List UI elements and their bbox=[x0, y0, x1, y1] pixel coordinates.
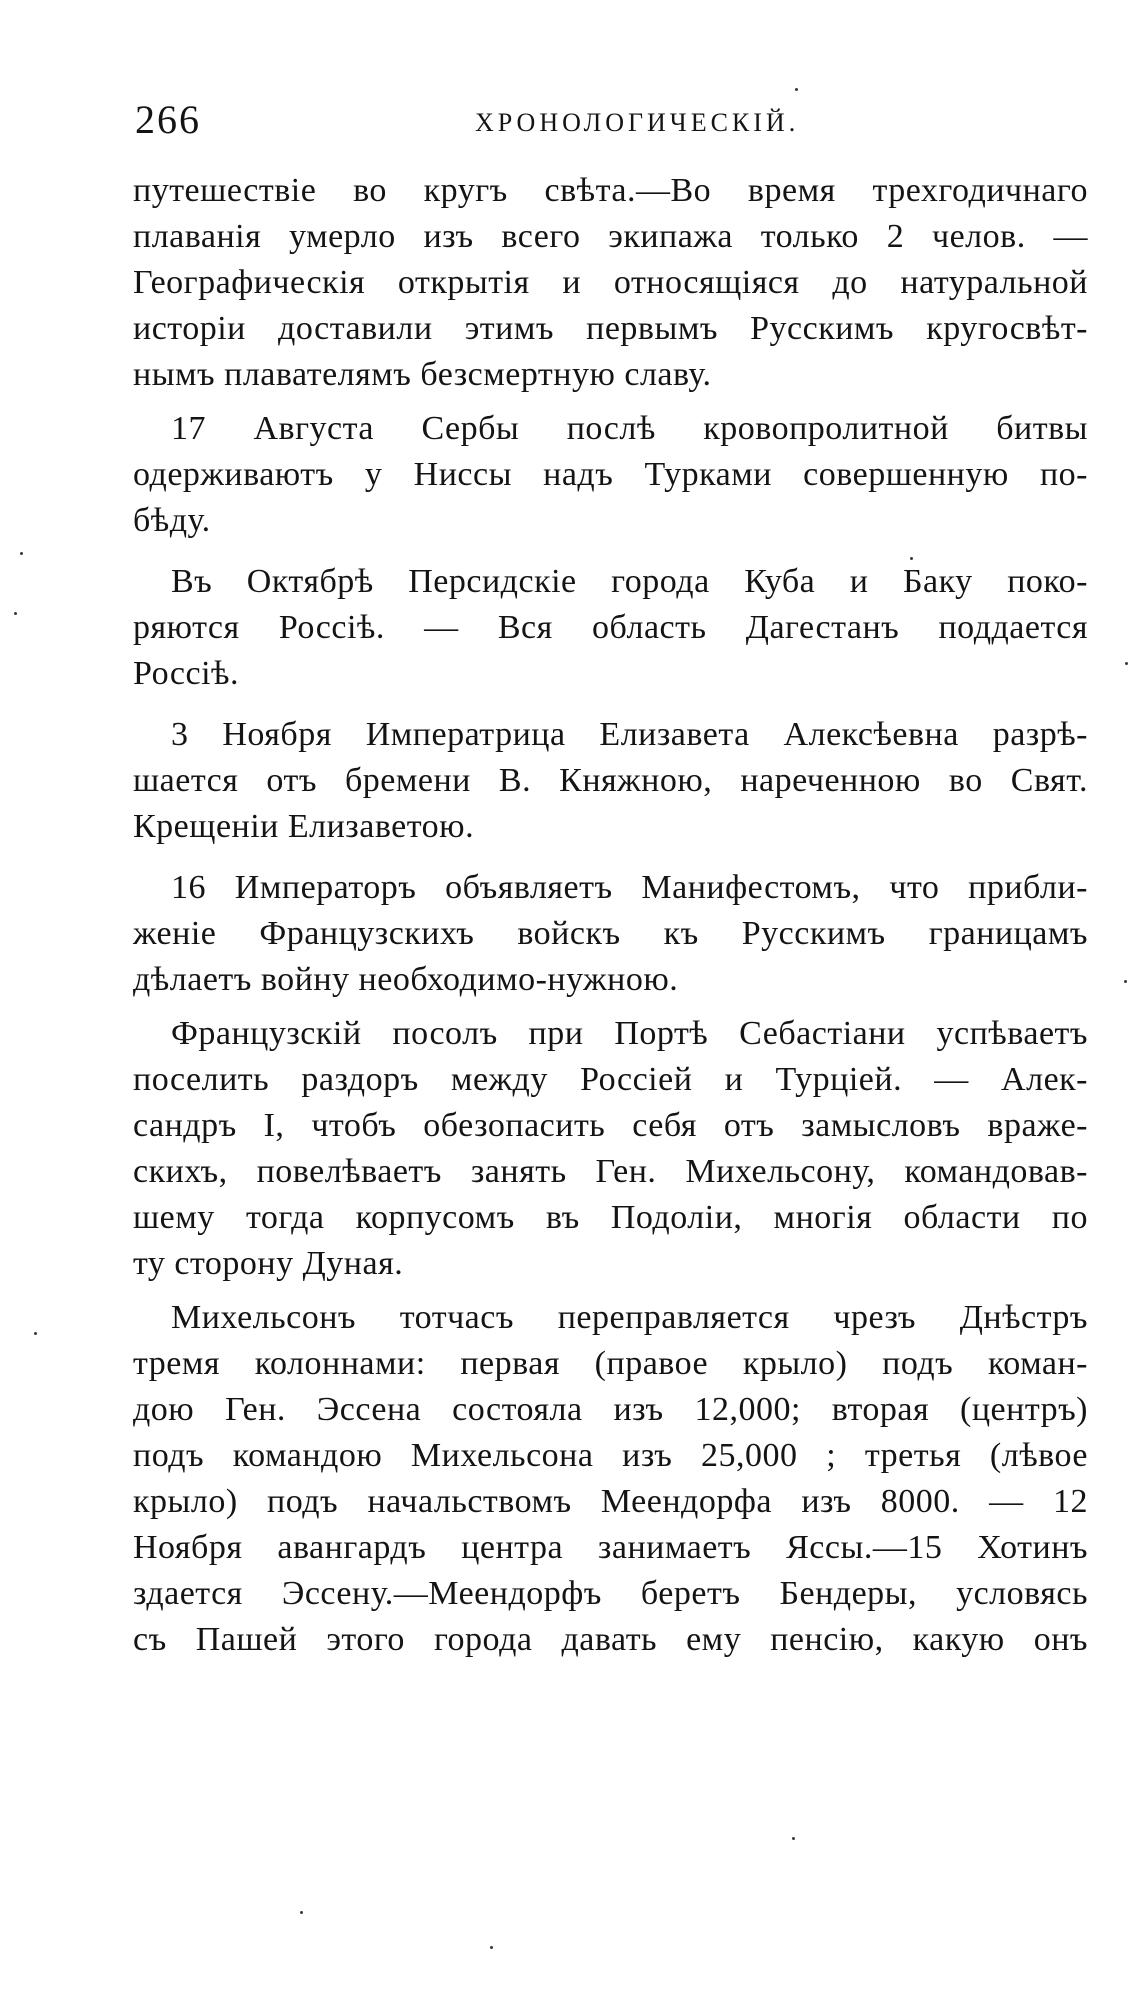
paper-speck bbox=[300, 1911, 303, 1914]
text-line: нымъ плавателямъ безсмертную славу. bbox=[133, 356, 712, 393]
text-line: Ноября авангардъ центра занимаетъ Яссы.—15 Хотинъ bbox=[133, 1529, 1088, 1566]
text-line: 17 Августа Сербы послѣ кровопролитной битвы bbox=[171, 410, 1088, 447]
body-text bbox=[133, 168, 1088, 1678]
text-line: дѣлаетъ войну необходимо-нужною. bbox=[133, 961, 679, 998]
text-line: Въ Октябрѣ Персидскіе города Куба и Баку поко- bbox=[171, 563, 1088, 600]
text-line: поселить раздоръ между Россіей и Турціей. — Алек- bbox=[133, 1061, 1088, 1098]
text-line: дою Ген. Эссена состояла изъ 12,000; вторая (центръ) bbox=[133, 1391, 1088, 1428]
text-line: тремя колоннами: первая (правое крыло) подъ коман- bbox=[133, 1345, 1088, 1382]
text-line: 16 Императоръ объявляетъ Манифестомъ, что прибли- bbox=[171, 869, 1088, 906]
paper-speck bbox=[14, 612, 17, 615]
text-line: шему тогда корпусомъ въ Подоліи, многія области по bbox=[133, 1199, 1088, 1236]
paragraph bbox=[133, 1011, 1088, 1287]
text-line: Географическія открытія и относящіяся до натуральной bbox=[133, 264, 1088, 301]
paper-speck bbox=[1125, 662, 1128, 665]
paragraph bbox=[133, 712, 1088, 850]
paper-speck bbox=[1124, 980, 1127, 983]
text-line: подъ командою Михельсона изъ 25,000 ; третья (лѣвое bbox=[133, 1437, 1088, 1474]
text-line: исторіи доставили этимъ первымъ Русскимъ кругосвѣт- bbox=[133, 310, 1088, 347]
text-line: 3 Ноября Императрица Елизавета Алексѣевна разрѣ- bbox=[171, 716, 1088, 753]
text-line: здается Эссену.—Меендорфъ беретъ Бендеры, условясь bbox=[133, 1575, 1088, 1612]
paragraph bbox=[133, 406, 1088, 544]
text-line: сандръ I, чтобъ обезопасить себя отъ замысловъ враже- bbox=[133, 1107, 1088, 1144]
running-head: ХРОНОЛОГИЧЕСКІЙ. bbox=[475, 108, 800, 137]
text-line: женіе Французскихъ войскъ къ Русскимъ границамъ bbox=[133, 915, 1088, 952]
paper-speck bbox=[910, 557, 913, 560]
text-line: Французскій посолъ при Портѣ Себастіани успѣваетъ bbox=[171, 1015, 1088, 1052]
text-line: Россіѣ. bbox=[133, 655, 239, 692]
text-line: путешествіе во кругъ свѣта.—Во время трехгодичнаго bbox=[133, 172, 1088, 209]
text-line: одерживаютъ у Ниссы надъ Турками совершенную по- bbox=[133, 456, 1088, 493]
paragraph bbox=[133, 1295, 1088, 1663]
paragraph bbox=[133, 559, 1088, 697]
text-line: крыло) подъ начальствомъ Меендорфа изъ 8000. — 12 bbox=[133, 1483, 1088, 1520]
text-line: съ Пашей этого города давать ему пенсію, какую онъ bbox=[133, 1621, 1088, 1658]
paper-speck bbox=[792, 1837, 795, 1840]
text-line: Михельсонъ тотчасъ переправляется чрезъ Днѣстръ bbox=[171, 1299, 1088, 1336]
text-line: ту сторону Дуная. bbox=[133, 1245, 404, 1282]
text-line: шается отъ бремени В. Княжною, нареченною во Свят. bbox=[133, 762, 1088, 799]
text-line: скихъ, повелѣваетъ занять Ген. Михельсону, командовав- bbox=[133, 1153, 1088, 1190]
paper-speck bbox=[20, 552, 23, 555]
paragraph bbox=[133, 865, 1088, 1003]
text-line: Крещеніи Елизаветою. bbox=[133, 808, 475, 845]
text-line: ряются Россіѣ. — Вся область Дагестанъ поддается bbox=[133, 609, 1088, 646]
text-line: плаванія умерло изъ всего экипажа только 2 челов. — bbox=[133, 218, 1088, 255]
page-header bbox=[135, 96, 1080, 146]
paper-speck bbox=[34, 1332, 37, 1335]
paper-speck bbox=[795, 88, 798, 91]
text-line: бѣду. bbox=[133, 502, 211, 539]
paper-speck bbox=[490, 1946, 493, 1949]
page-number: 266 bbox=[135, 97, 201, 142]
paragraph bbox=[133, 168, 1088, 398]
